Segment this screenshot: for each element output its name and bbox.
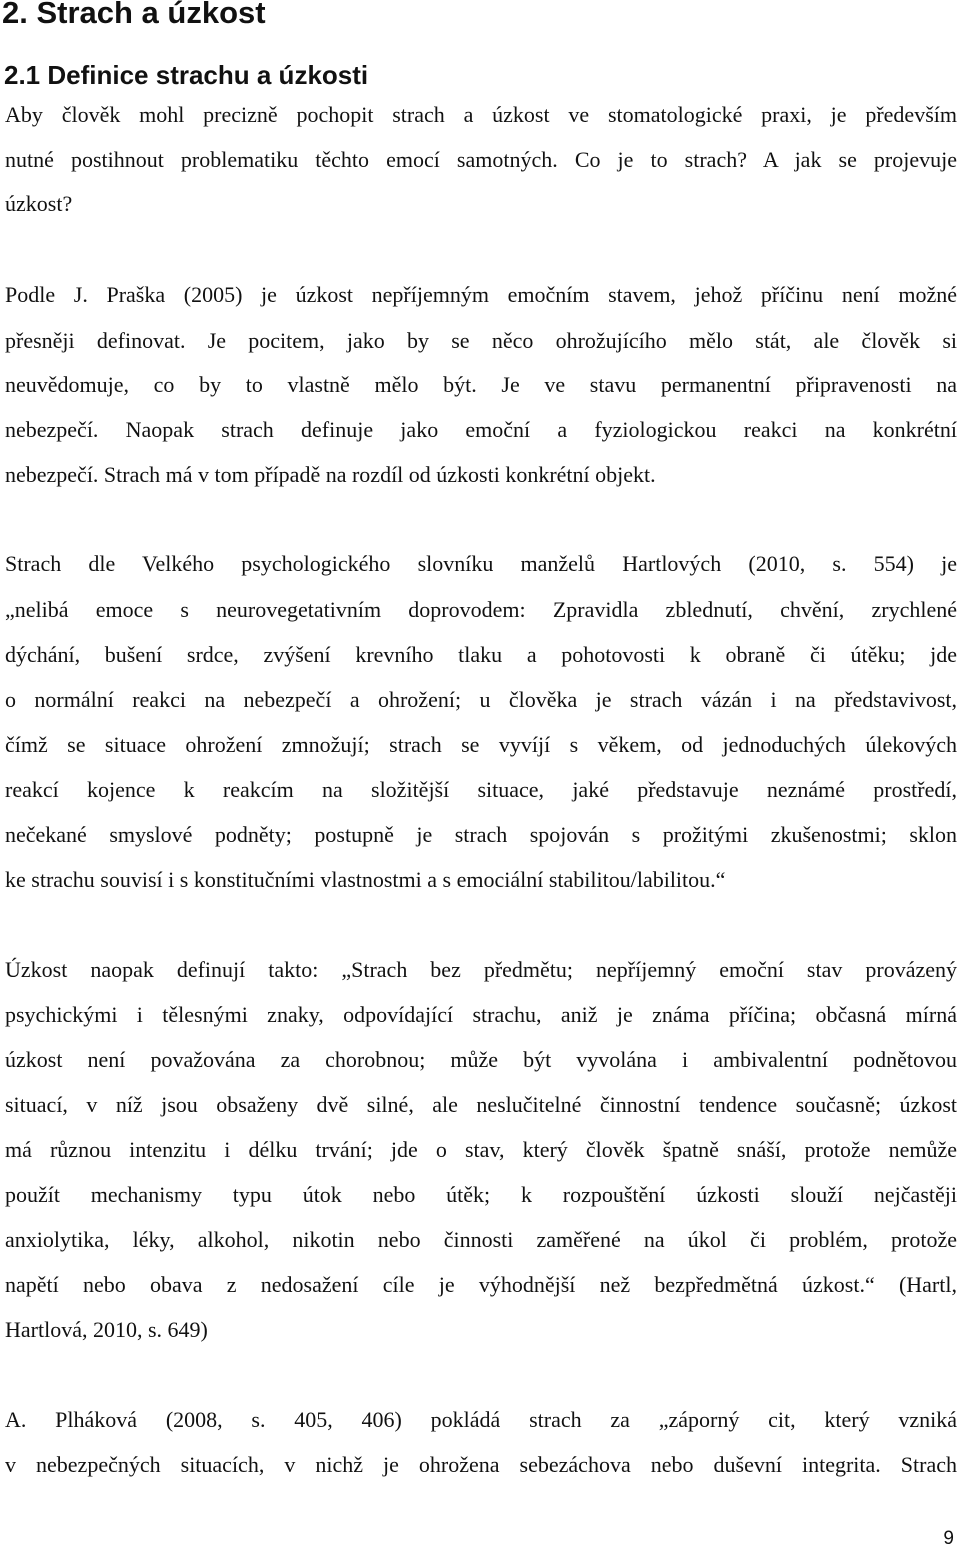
paragraph-line: má různou intenzitu i délku trvání; jde o stav, který člověk špatně snáší, protože nemůže	[5, 1137, 957, 1162]
paragraph-line: v nebezpečných situacích, v nichž je ohrožena sebezáchova nebo duševní integrita. Strach	[5, 1452, 957, 1477]
paragraph-line: nutné postihnout problematiku těchto emocí samotných. Co je to strach? A jak se projevuje	[5, 147, 957, 172]
paragraph-line: čímž se situace ohrožení zmnožují; strach se vyvíjí s věkem, od jednoduchých úlekových	[5, 732, 957, 757]
paragraph-line: použít mechanismy typu útok nebo útěk; k rozpouštění úzkosti slouží nejčastěji	[5, 1182, 957, 1207]
section-heading: 2.1 Definice strachu a úzkosti	[4, 60, 369, 90]
paragraph-line: Hartlová, 2010, s. 649)	[5, 1317, 208, 1342]
paragraph-line: přesněji definovat. Je pocitem, jako by se něco ohrožujícího mělo stát, ale člověk si	[5, 328, 957, 353]
paragraph-line: napětí nebo obava z nedosažení cíle je výhodnější než bezpředmětná úzkost.“ (Hartl,	[5, 1272, 957, 1297]
paragraph-line: Aby člověk mohl precizně pochopit strach a úzkost ve stomatologické praxi, je především	[5, 102, 957, 127]
paragraph-line: nečekané smyslové podněty; postupně je strach spojován s prožitými zkušenostmi; sklon	[5, 822, 957, 847]
paragraph-line: úzkost?	[5, 191, 73, 216]
paragraph-line: „nelibá emoce s neurovegetativním doprovodem: Zpravidla zblednutí, chvění, zrychlené	[5, 597, 957, 622]
paragraph-line: neuvědomuje, co by to vlastně mělo být. Je ve stavu permanentní připravenosti na	[5, 372, 957, 397]
paragraph-line: reakcí kojence k reakcím na složitější situace, jaké představuje neznámé prostředí,	[5, 777, 957, 802]
paragraph-line: Úzkost naopak definují takto: „Strach bez předmětu; nepříjemný emoční stav provázený	[5, 957, 957, 982]
paragraph-line: situací, v níž jsou obsaženy dvě silné, ale neslučitelné činnostní tendence současně; úzkost	[5, 1092, 957, 1117]
paragraph-line: dýchání, bušení srdce, zvýšení krevního tlaku a pohotovosti k obraně či útěku; jde	[5, 642, 957, 667]
paragraph-line: A. Plháková (2008, s. 405, 406) pokládá strach za „záporný cit, který vzniká	[5, 1407, 957, 1432]
paragraph-line: anxiolytika, léky, alkohol, nikotin nebo činnosti zaměřené na úkol či problém, protože	[5, 1227, 957, 1252]
paragraph-line: úzkost není považována za chorobnou; může být vyvolána i ambivalentní podnětovou	[5, 1047, 957, 1072]
paragraph-line: Strach dle Velkého psychologického slovníku manželů Hartlových (2010, s. 554) je	[5, 551, 957, 576]
paragraph-line: nebezpečí. Strach má v tom případě na rozdíl od úzkosti konkrétní objekt.	[5, 462, 656, 487]
paragraph-line: ke strachu souvisí i s konstitučními vlastnostmi a s emociální stabilitou/labilitou.“	[5, 867, 726, 892]
page-number: 9	[943, 1528, 954, 1549]
paragraph-line: psychickými i tělesnými znaky, odpovídající strachu, aniž je známa příčina; občasná mírná	[5, 1002, 957, 1027]
paragraph-line: nebezpečí. Naopak strach definuje jako emoční a fyziologickou reakci na konkrétní	[5, 417, 957, 442]
paragraph-line: o normální reakci na nebezpečí a ohrožení; u člověka je strach vázán i na představivost,	[5, 687, 957, 712]
chapter-heading: 2. Strach a úzkost	[2, 0, 266, 30]
paragraph-line: Podle J. Praška (2005) je úzkost nepříjemným emočním stavem, jehož příčinu není možné	[5, 282, 957, 307]
